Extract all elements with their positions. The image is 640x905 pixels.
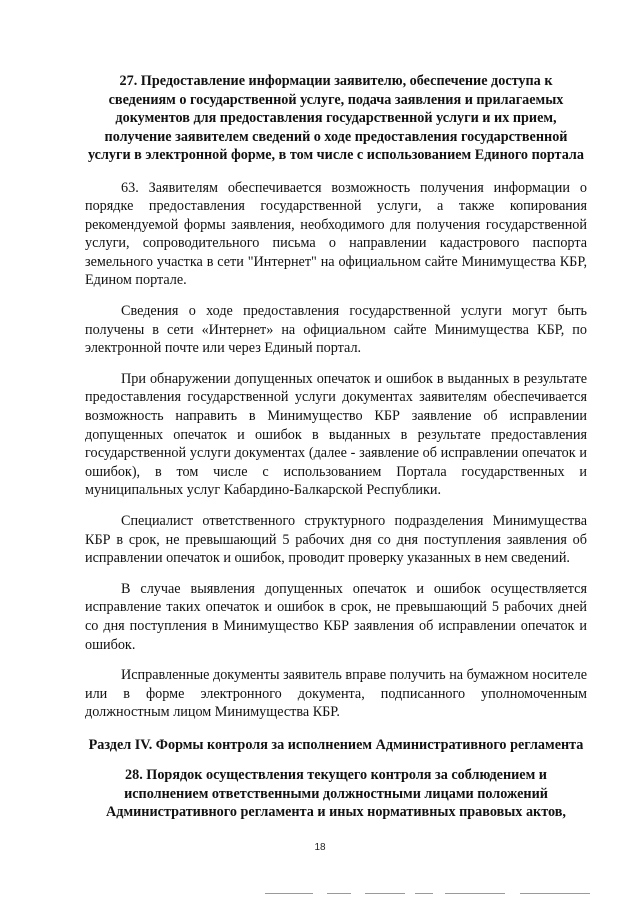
heading-27: 27. Предоставление информации заявителю, обеспечение доступа к сведениям о государственной услуге, подача заявления и прилагаемых документов для предоставления государственной услуги и их прием, получение заявителем сведений о ходе предоставления государственной услуги в электронной форме, в том числе с использованием Единого портала [88, 73, 584, 163]
page-number: 18 [314, 842, 326, 853]
section-heading-iv: Раздел IV. Формы контроля за исполнением Административного регламента [88, 736, 584, 753]
heading-28: 28. Порядок осуществления текущего контроля за соблюдением и исполнением ответственными должностными лицами положений Административного регламента и иных нормативных правовых актов, [106, 767, 566, 821]
paragraph-errors-correction: В случае выявления допущенных опечаток и ошибок осуществляется исправление таких опечаток и ошибок в срок, не превышающий 5 рабочих дней со дня поступления в Минимущество КБР заявления об исправлении опечаток и ошибок. [85, 580, 587, 653]
paragraph-corrected-documents: Исправленные документы заявитель вправе получить на бумажном носителе или в форме электронного документа, подписанного уполномоченным должностным лицом Минимущества КБР. [85, 667, 587, 721]
paragraph-specialist-check: Специалист ответственного структурного подразделения Минимущества КБР в срок, не превышающий 5 рабочих дня со дня поступления заявления об исправлении опечаток и ошибок, проводит проверку указанных в нем сведений. [85, 513, 587, 567]
paragraph-errors-detection: При обнаружении допущенных опечаток и ошибок в выданных в результате предоставления государственной услуги документах заявителям обеспечивается возможность направить в Минимущество КБР заявление об исправлении допущенных опечаток и ошибок в выданных в результате предоставления государственной услуги документах (далее - заявление об исправлении опечаток и ошибок), в том числе с использованием Портала государственных и муниципальных услуг Кабардино-Балкарской Республики. [85, 370, 587, 499]
paragraph-63: 63. Заявителям обеспечивается возможность получения информации о порядке предоставления государственной услуги, а также копирования рекомендуемой формы заявления, необходимого для получения государственной услуги, сопроводительного письма о направлении кадастрового паспорта земельного участка в сети "Интернет" на официальном сайте Минимущества КБР, Едином портале. [85, 179, 587, 289]
paragraph-status-info: Сведения о ходе предоставления государственной услуги могут быть получены в сети «Интернет» на официальном сайте Минимущества КБР, по электронной почте или через Единый портал. [85, 303, 587, 357]
scan-edge-marks [265, 893, 595, 896]
document-page [85, 72, 587, 822]
